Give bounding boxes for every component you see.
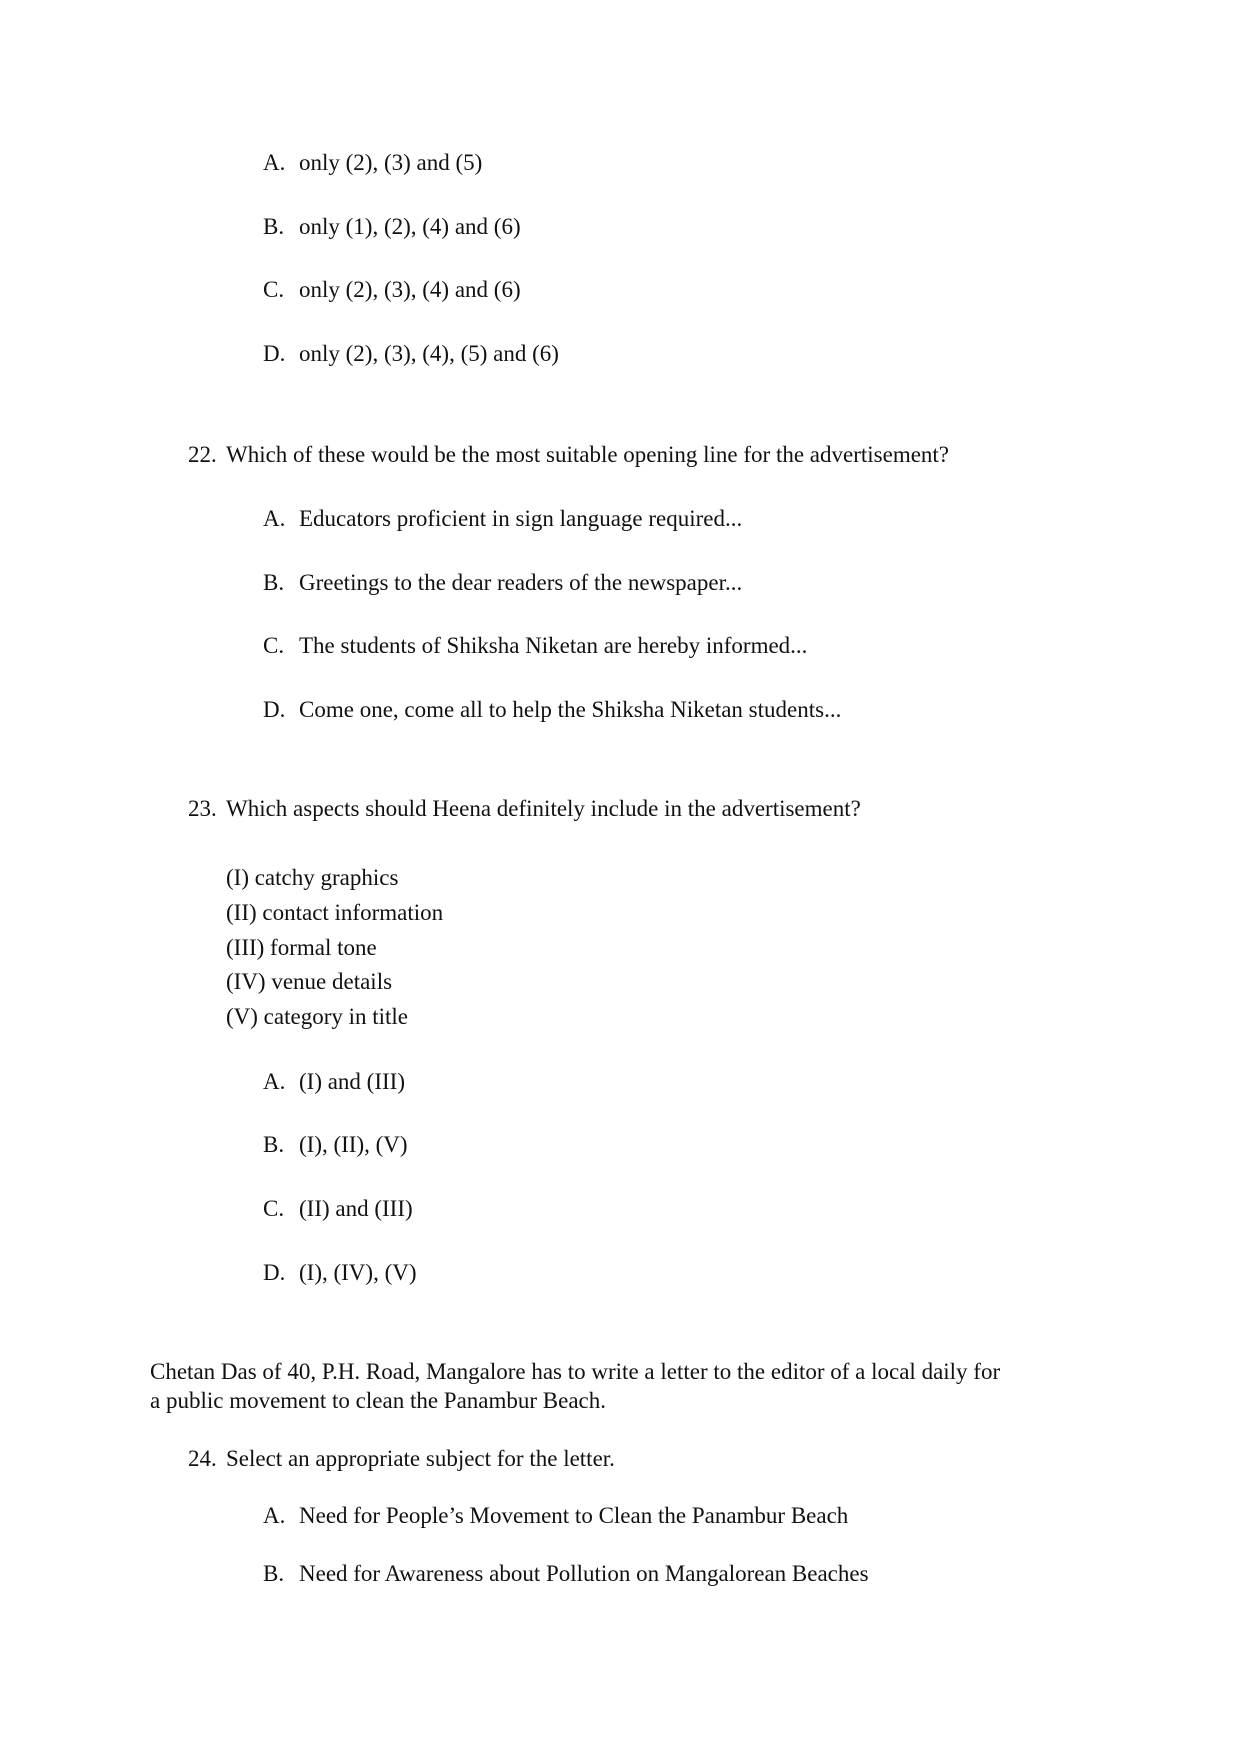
q21-option-c: C. only (2), (3), (4) and (6) — [263, 277, 521, 302]
q21-option-a: A. only (2), (3) and (5) — [263, 150, 483, 175]
q23-question: 23. Which aspects should Heena definitely include in the advertisement? — [188, 796, 861, 821]
q24-question: 24. Select an appropriate subject for the letter. — [188, 1446, 615, 1471]
q23-option-a: A. (I) and (III) — [263, 1069, 405, 1094]
q22-option-a: A. Educators proficient in sign language required... — [263, 506, 743, 531]
q22-option-b: B. Greetings to the dear readers of the newspaper... — [263, 570, 743, 595]
q22-option-d: D. Come one, come all to help the Shiksha Niketan students... — [263, 697, 842, 722]
q23-option-d: D. (I), (IV), (V) — [263, 1260, 417, 1285]
q22-question: 22. Which of these would be the most suitable opening line for the advertisement? — [188, 442, 950, 467]
q23-item: (IV) venue details — [226, 969, 393, 994]
q24-option-b: B. Need for Awareness about Pollution on Mangalorean Beaches — [263, 1561, 869, 1586]
q23-item: (V) category in title — [226, 1004, 409, 1029]
passage-line-1: Chetan Das of 40, P.H. Road, Mangalore has to write a letter to the editor of a local daily for — [150, 1359, 1001, 1384]
q21-option-d: D. only (2), (3), (4), (5) and (6) — [263, 341, 559, 366]
q23-option-c: C. (II) and (III) — [263, 1196, 413, 1221]
q24-option-a: A. Need for People’s Movement to Clean the Panambur Beach — [263, 1503, 849, 1528]
q22-option-c: C. The students of Shiksha Niketan are hereby informed... — [263, 633, 808, 658]
q23-option-b: B. (I), (II), (V) — [263, 1132, 408, 1157]
q23-item: (II) contact information — [226, 900, 444, 925]
q23-item: (III) formal tone — [226, 935, 377, 960]
passage-line-2: a public movement to clean the Panambur Beach. — [150, 1388, 607, 1413]
q23-item: (I) catchy graphics — [226, 865, 399, 890]
q21-option-b: B. only (1), (2), (4) and (6) — [263, 214, 521, 239]
